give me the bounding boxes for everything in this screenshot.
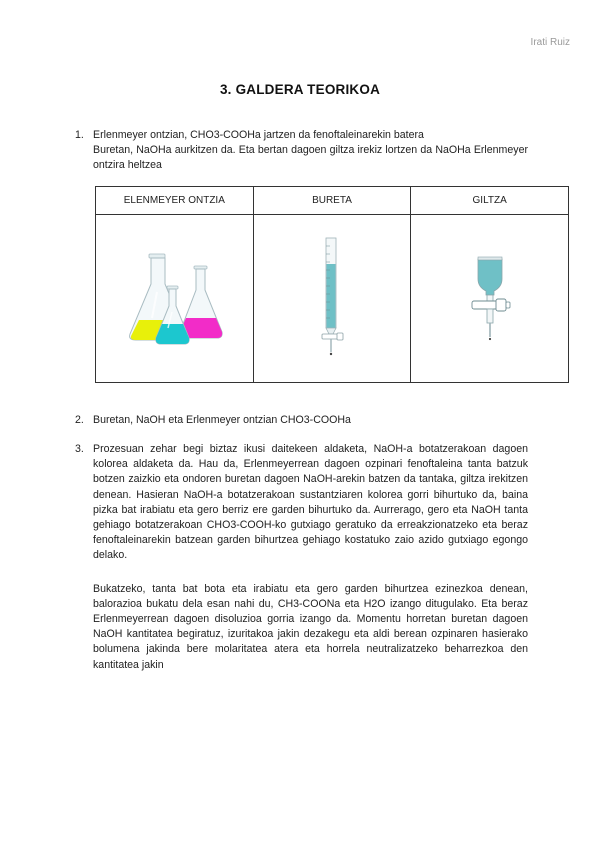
table-header-bureta: BURETA [253,187,411,215]
stopcock-image [460,249,520,344]
burette-image [312,234,352,359]
item-number: 3. [75,443,84,455]
list-item-2 [75,413,528,428]
bureta-image-cell [253,215,411,383]
list-item-1 [75,128,528,174]
equipment-table [95,186,569,383]
author-name: Irati Ruiz [530,37,570,48]
item-3-paragraph-2: Bukatzeko, tanta bat bota eta irabiatu eta gero garden bihurtzea ezinezkoa denean, balorazioa bukatu dela esan nahi du, CH3-COONa eta H2O izango ditugulako. Eta beraz Erlenmeyerrean dagoen disoluzioa gorria izango da. Momentu horretan buretan dagoen NaOH kantitatea begiratuz, izuritakoa jakin dezakegu eta aldi berean ozpinaren hasierako bolumena jakinda bere molaritatea atera eta horrela neutralizatzeko beharrezkoa den kantitatea jakin [93,582,528,671]
erlenmeyer-image-cell [96,215,254,383]
magenta-flask [180,266,222,338]
list-item-3 [75,442,528,673]
item-1-line-2: Buretan, NaOHa aurkitzen da. Eta bertan dagoen giltza irekiz lortzen da NaOHa Erlenmeyer ontzira heltzea [93,144,528,172]
giltza-image-cell [411,215,569,383]
item-2-text: Buretan, NaOH eta Erlenmeyer ontzian CHO3-COOHa [93,414,351,426]
item-3-paragraph-1: Prozesuan zehar begi biztaz ikusi daitekeen aldaketa, NaOH-a botatzerakoan dagoen kolorea aldaketa da. Hau da, Erlenmeyerrean dagoen ozpinari fenoftaleina tanta batzuk botzen zaizkio eta ondoren buretan dagoen NaOH-arekin batzen da tantaka, giltza irekitzen denean. Hasieran NaOH-a botatzerakoan sustantziaren kolorea gorri bihurtuko da, baina pizka bat irabiatu eta gero berriz ere garden bihurtuko da. Aurrerago, gero eta NaOH tanta gehiago botatzerakoan CHO3-COOH-ko gutxiago geratuko da erreakzionatzeko eta beraz fenoftaleinarekin batzean garden bihurtzea gehiago kostatuko zaio azido gutxiago egongo delako. [93,443,528,562]
table-header-giltza: GILTZA [411,187,569,215]
page-title: 3. GALDERA TEORIKOA [219,82,381,97]
item-number: 2. [75,414,84,426]
erlenmeyer-flasks-image [124,240,224,352]
item-1-line-1: Erlenmeyer ontzian, CHO3-COOHa jartzen da fenoftaleinarekin batera [93,129,424,141]
item-number: 1. [75,129,84,141]
table-header-erlenmeyer: ELENMEYER ONTZIA [96,187,254,215]
